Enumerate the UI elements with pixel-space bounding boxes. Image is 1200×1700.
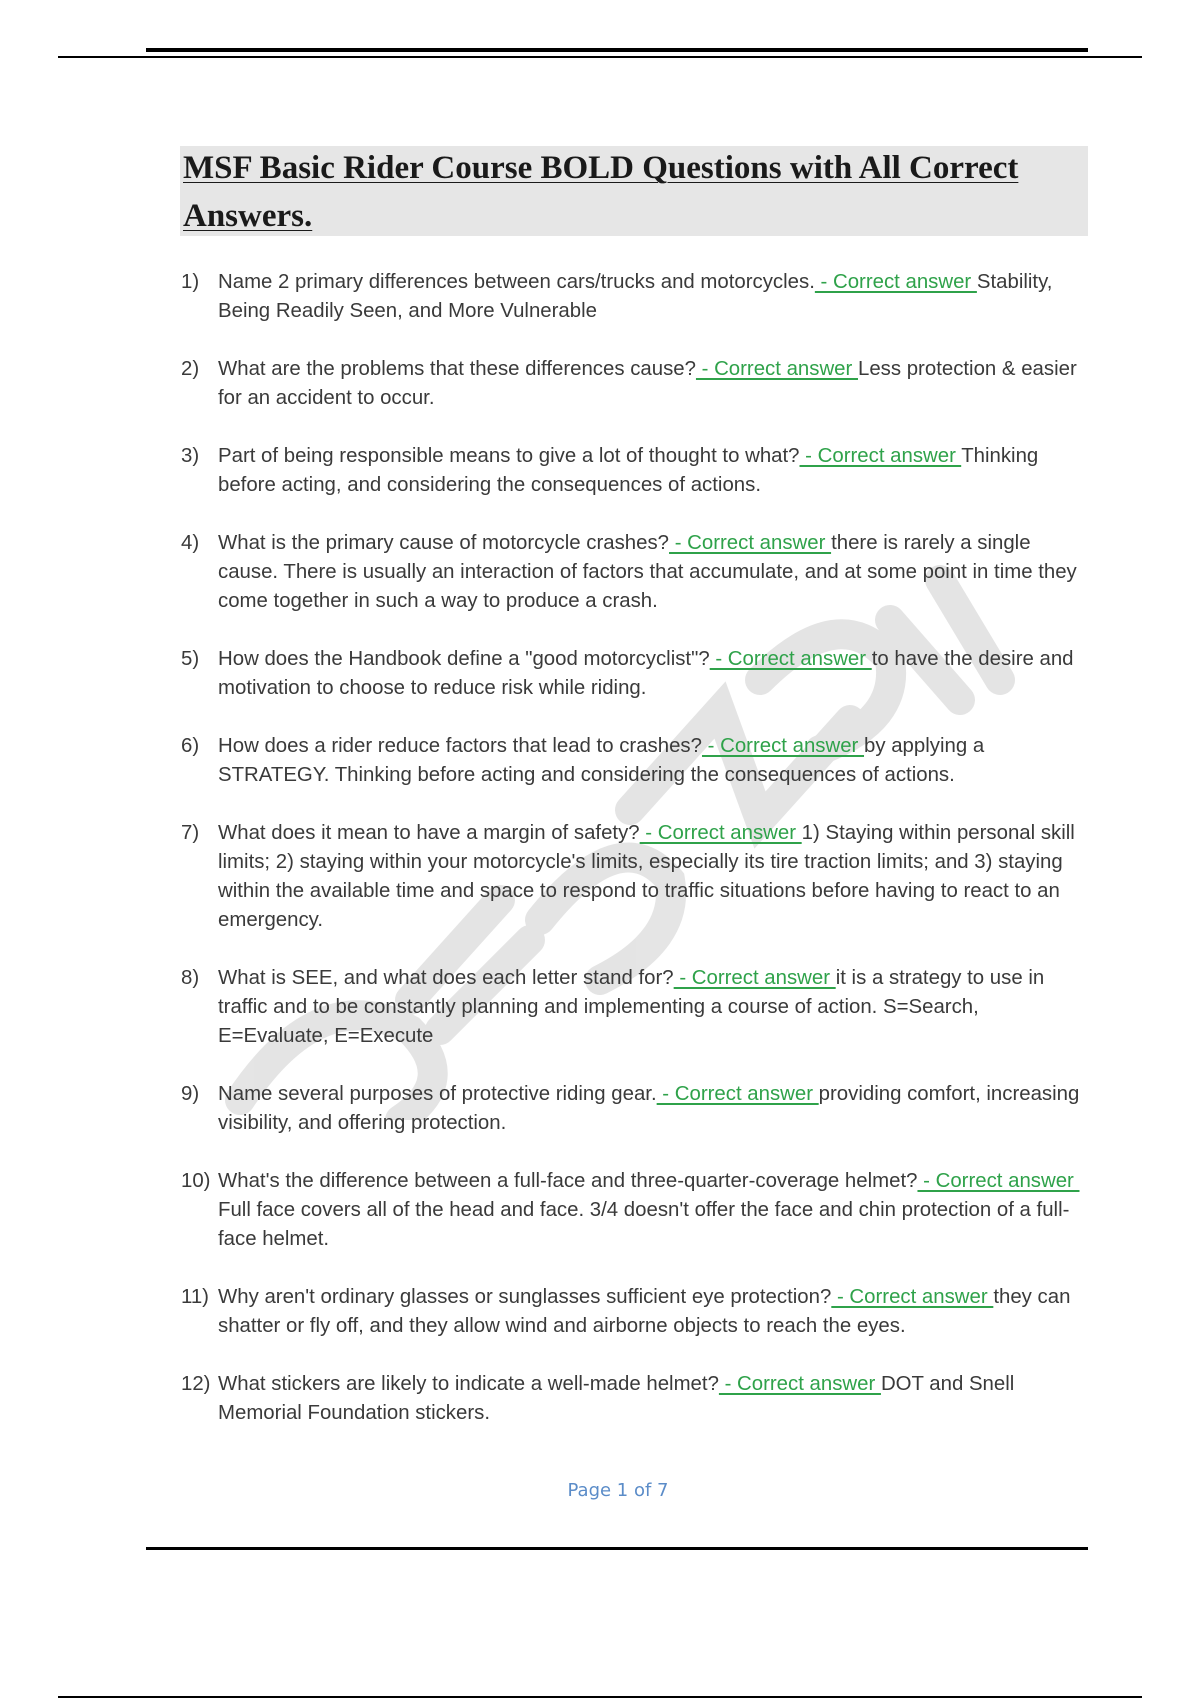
question-text: What is the primary cause of motorcycle crashes? [218,532,670,554]
qa-number: 6) [181,735,200,757]
answer-text: Less protection & easier for an accident to occur. [218,358,1077,409]
question-text: Part of being responsible means to give a lot of thought to what? [218,445,800,467]
qa-item [181,819,1091,935]
qa-item [181,1370,1091,1428]
qa-item [181,1283,1091,1341]
correct-answer-link[interactable]: - Correct answer [639,822,802,844]
question-text: What's the difference between a full-face and three-quarter-coverage helmet? [218,1170,918,1192]
correct-answer-link[interactable]: - Correct answer [656,1083,819,1105]
qa-item [181,529,1091,616]
question-text: Name 2 primary differences between cars/trucks and motorcycles. [218,271,815,293]
qa-list [181,268,1091,1457]
qa-number: 8) [181,967,200,989]
answer-text: providing comfort, increasing visibility, and offering protection. [218,1083,1080,1134]
correct-answer-link[interactable]: - Correct answer [669,532,832,554]
correct-answer-link[interactable]: - Correct answer [695,358,858,380]
question-text: How does the Handbook define a "good motorcyclist"? [218,648,710,670]
question-text: How does a rider reduce factors that lead to crashes? [218,735,702,757]
qa-number: 9) [181,1083,200,1105]
footer-rule-thin [58,1696,1142,1698]
document-title: MSF Basic Rider Course BOLD Questions with All Correct Answers. [183,150,1019,234]
question-text: What are the problems that these differences cause? [218,358,696,380]
answer-text: Thinking before acting, and considering the consequences of actions. [218,445,1039,496]
qa-item [181,355,1091,413]
answer-text: Full face covers all of the head and face. 3/4 doesn't offer the face and chin protection of a full-face helmet. [218,1199,1070,1250]
qa-item [181,732,1091,790]
correct-answer-link[interactable]: - Correct answer [673,967,836,989]
qa-number: 2) [181,358,200,380]
qa-number: 7) [181,822,200,844]
correct-answer-link[interactable]: - Correct answer [709,648,872,670]
question-text: What is SEE, and what does each letter stand for? [218,967,674,989]
answer-text: they can shatter or fly off, and they allow wind and airborne objects to reach the eyes. [218,1286,1071,1337]
qa-item [181,442,1091,500]
footer-rule-thick [146,1547,1088,1550]
qa-number: 5) [181,648,200,670]
answer-text: 1) Staying within personal skill limits; 2) staying within your motorcycle's limits, especially its tire traction limits; and 3) staying within the available time and space to respond to traffic situations before having to react to an emergency. [218,822,1075,931]
qa-number: 10) [181,1170,211,1192]
answer-text: by applying a STRATEGY. Thinking before acting and considering the consequences of actions. [218,735,985,786]
qa-number: 3) [181,445,200,467]
qa-number: 4) [181,532,200,554]
correct-answer-link[interactable]: - Correct answer [718,1373,881,1395]
answer-text: there is rarely a single cause. There is usually an interaction of factors that accumulate, and at some point in time they come together in such a way to produce a crash. [218,532,1077,612]
answer-text: to have the desire and motivation to choose to reduce risk while riding. [218,648,1074,699]
qa-item [181,268,1091,326]
page-footer: Page 1 of 7 [567,1480,669,1501]
correct-answer-link[interactable]: - Correct answer [701,735,865,757]
answer-text: it is a strategy to use in traffic and to be constantly planning and implementing a course of action. S=Search, E=Evaluate, E=Execute [218,967,1045,1047]
correct-answer-link[interactable]: - Correct answer [814,271,977,293]
question-text: Name several purposes of protective riding gear. [218,1083,657,1105]
qa-number: 11) [181,1286,209,1308]
correct-answer-link[interactable]: - Correct answer [799,445,962,467]
qa-number: 12) [181,1373,211,1395]
correct-answer-link[interactable]: - Correct answer [831,1286,994,1308]
question-text: Why aren't ordinary glasses or sunglasses sufficient eye protection? [218,1286,832,1308]
question-text: What does it mean to have a margin of safety? [218,822,640,844]
qa-item [181,1167,1091,1254]
answer-text: DOT and Snell Memorial Foundation stickers. [218,1373,1015,1424]
answer-text: Stability, Being Readily Seen, and More Vulnerable [218,271,1053,322]
question-text: What stickers are likely to indicate a well-made helmet? [218,1373,719,1395]
qa-item [181,645,1091,703]
header-rule-thick [146,48,1088,52]
correct-answer-link[interactable]: - Correct answer [917,1170,1080,1192]
qa-item [181,1080,1091,1138]
qa-item [181,964,1091,1051]
header-rule-thin [58,56,1142,58]
qa-number: 1) [181,271,200,293]
